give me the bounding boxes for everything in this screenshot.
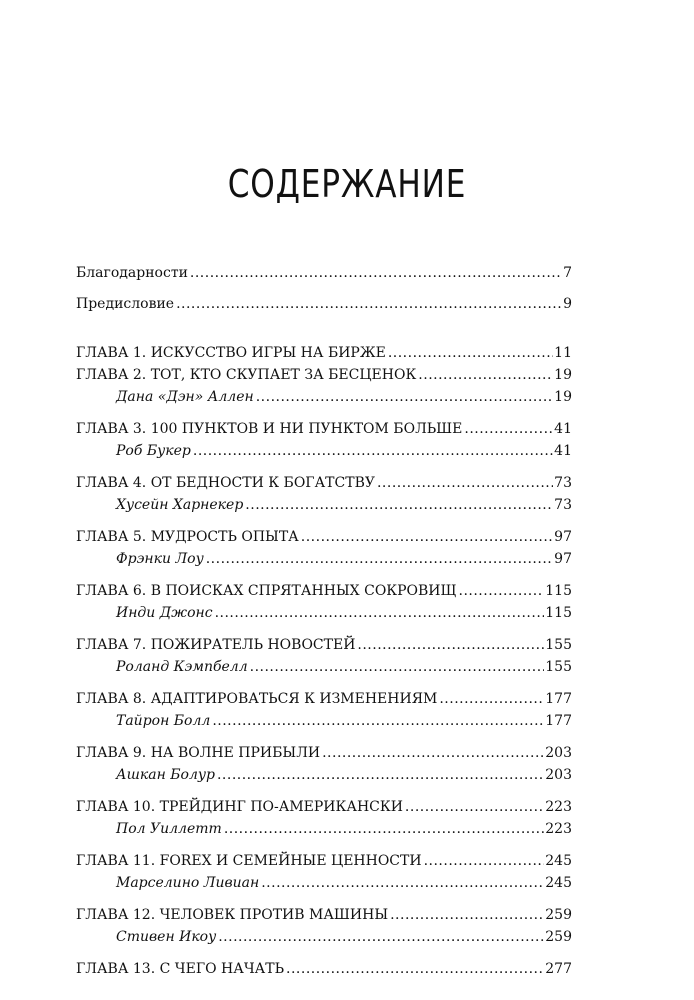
toc-author-5 [76,548,572,570]
toc-page-number: 97 [554,529,572,545]
page-title: СОДЕРЖАНИЕ [227,162,467,206]
toc-chapter-4 [76,472,572,494]
dot-leader [250,656,545,678]
toc-author-name: Ашкан Болур [116,767,215,783]
toc-author-7 [76,656,572,678]
toc-author-name: Роланд Кэмпбелл [116,659,248,675]
toc-page-number: 7 [563,265,572,281]
toc-chapter-label: ГЛАВА 13. С ЧЕГО НАЧАТЬ [76,961,285,977]
dot-leader [286,958,544,980]
toc-page-number: 259 [545,929,572,945]
dot-leader [439,688,544,710]
toc-chapter-label: ГЛАВА 2. ТОТ, КТО СКУПАЕТ ЗА БЕСЦЕНОК [76,367,417,383]
toc-page-number: 115 [545,583,572,599]
toc-chapter-label: ГЛАВА 6. В ПОИСКАХ СПРЯТАННЫХ СОКРОВИЩ [76,583,457,599]
toc-page-number: 223 [545,799,572,815]
toc-author-name: Пол Уиллетт [116,821,222,837]
toc-chapter-label: ГЛАВА 4. ОТ БЕДНОСТИ К БОГАТСТВУ [76,475,375,491]
dot-leader [212,710,544,732]
dot-leader [190,262,562,284]
dot-leader [464,418,553,440]
toc-chapter-label: ГЛАВА 5. МУДРОСТЬ ОПЫТА [76,529,299,545]
toc-page-number: 73 [554,497,572,513]
toc-chapter-6 [76,580,572,602]
toc-chapter-5 [76,526,572,548]
toc-author-name: Марселино Ливиан [116,875,260,891]
toc-author-6 [76,602,572,624]
dot-leader [176,293,562,315]
dot-leader [388,342,553,364]
toc-author-10 [76,818,572,840]
toc-author-4 [76,494,572,516]
toc-author-8 [76,710,572,732]
toc-chapter-10 [76,796,572,818]
toc-page-number: 97 [554,551,572,567]
toc-author-name: Тайрон Болл [116,713,211,729]
toc-entry-preface [76,293,572,315]
toc-page-number: 177 [545,713,572,729]
toc-chapter-7 [76,634,572,656]
toc-page-number: 19 [554,389,572,405]
toc-author-12 [76,926,572,948]
dot-leader [215,602,545,624]
toc-page-number: 203 [545,767,572,783]
dot-leader [245,494,553,516]
toc-chapter-9 [76,742,572,764]
toc-page-number: 245 [545,853,572,869]
toc-page-number: 19 [554,367,572,383]
toc-page-number: 245 [545,875,572,891]
toc-page-number: 9 [563,296,572,312]
toc-chapter-label: ГЛАВА 11. FOREX И СЕМЕЙНЫЕ ЦЕННОСТИ [76,853,422,869]
toc-chapter-label: ГЛАВА 9. НА ВОЛНЕ ПРИБЫЛИ [76,745,321,761]
dot-leader [224,818,544,840]
toc-author-2 [76,386,572,408]
toc-page-number: 11 [554,345,572,361]
toc-chapter-label: ГЛАВА 10. ТРЕЙДИНГ ПО-АМЕРИКАНСКИ [76,799,403,815]
toc-page-number: 277 [545,961,572,977]
toc-author-name: Фрэнки Лоу [116,551,204,567]
dot-leader [193,440,553,462]
toc-author-9 [76,764,572,786]
toc-author-name: Стивен Икоу [116,929,217,945]
toc-chapter-label: ГЛАВА 3. 100 ПУНКТОВ И НИ ПУНКТОМ БОЛЬШЕ [76,421,463,437]
toc-page-number: 155 [545,659,572,675]
toc-page-number: 223 [545,821,572,837]
dot-leader [322,742,544,764]
toc-chapter-3 [76,418,572,440]
dot-leader [206,548,553,570]
toc-page-number: 41 [554,443,572,459]
toc-chapter-8 [76,688,572,710]
dot-leader [405,796,544,818]
dot-leader [217,764,544,786]
dot-leader [261,872,544,894]
toc-author-name: Дана «Дэн» Аллен [116,389,254,405]
toc-page-number: 203 [545,745,572,761]
toc-page-number: 155 [545,637,572,653]
table-of-contents [76,262,572,980]
dot-leader [218,926,544,948]
dot-leader [377,472,553,494]
dot-leader [301,526,553,548]
toc-chapter-1 [76,342,572,364]
toc-page-number: 73 [554,475,572,491]
toc-page-number: 259 [545,907,572,923]
toc-chapter-11 [76,850,572,872]
dot-leader [424,850,545,872]
toc-author-name: Хусейн Харнекер [116,497,244,513]
toc-author-11 [76,872,572,894]
dot-leader [418,364,553,386]
toc-entry-label: Предисловие [76,296,175,312]
dot-leader [256,386,553,408]
toc-entry-acknowledgements [76,262,572,284]
toc-chapter-label: ГЛАВА 1. ИСКУССТВО ИГРЫ НА БИРЖЕ [76,345,386,361]
toc-chapter-label: ГЛАВА 12. ЧЕЛОВЕК ПРОТИВ МАШИНЫ [76,907,389,923]
toc-page-number: 41 [554,421,572,437]
toc-chapter-13 [76,958,572,980]
toc-chapter-12 [76,904,572,926]
dot-leader [357,634,544,656]
toc-page-number: 177 [545,691,572,707]
toc-page-number: 115 [545,605,572,621]
toc-chapter-label: ГЛАВА 8. АДАПТИРОВАТЬСЯ К ИЗМЕНЕНИЯМ [76,691,438,707]
toc-author-name: Инди Джонс [116,605,213,621]
toc-author-3 [76,440,572,462]
toc-author-name: Роб Букер [116,443,191,459]
toc-entry-label: Благодарности [76,265,188,281]
dot-leader [459,580,545,602]
toc-chapter-label: ГЛАВА 7. ПОЖИРАТЕЛЬ НОВОСТЕЙ [76,637,356,653]
toc-chapter-2 [76,364,572,386]
dot-leader [390,904,544,926]
